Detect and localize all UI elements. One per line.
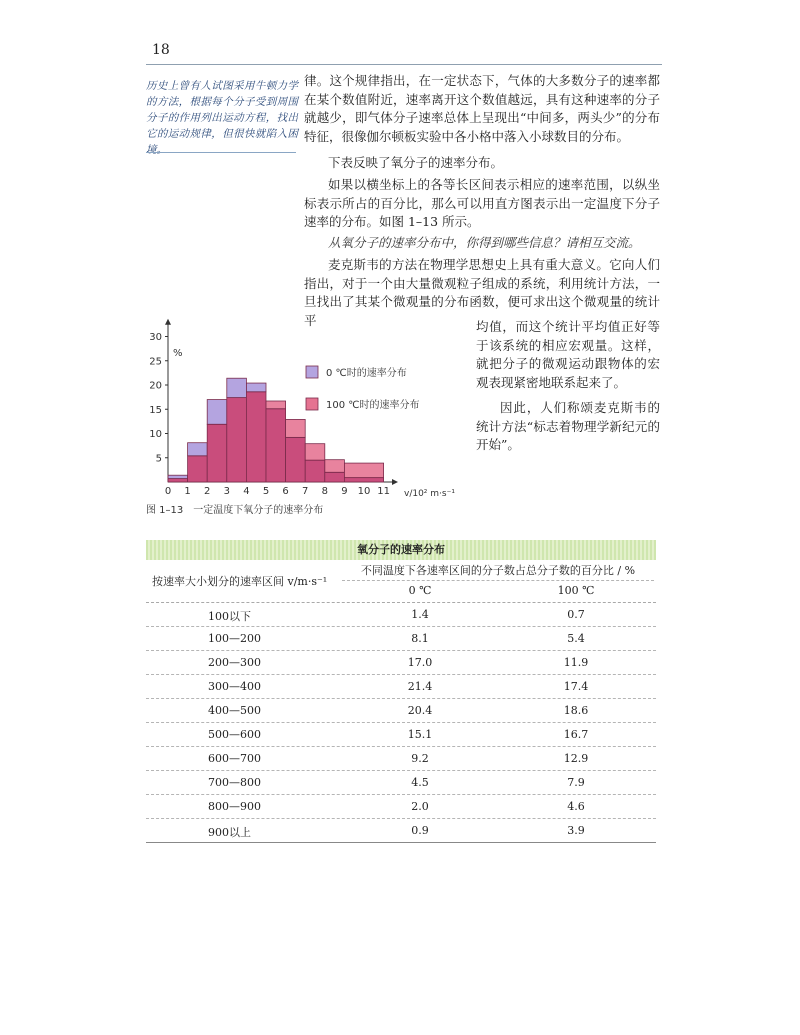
cell-range: 200—300	[208, 656, 261, 669]
x-tick-label: 5	[262, 486, 270, 497]
y-axis-label: %	[173, 348, 183, 359]
bar-0c	[168, 475, 188, 478]
bar-100c	[305, 444, 325, 460]
paragraph-1: 律。这个规律指出，在一定状态下，气体的大多数分子的速率都在某个数值附近，速率离开这个数值越远，具有这种速率的分子就越少，即气体分子速率总体上呈现出“中间多，两头少”的分布特征，很像伽尔顿板实验中各小格中落入小球数目的分布。	[304, 73, 660, 144]
x-tick-label: 0	[164, 486, 172, 497]
legend-label-100c: 100 ℃时的速率分布	[326, 400, 420, 411]
cell-0c: 17.0	[407, 656, 433, 669]
bar-overlap	[207, 424, 227, 482]
bar-0c	[207, 400, 227, 425]
cell-100c: 5.4	[567, 632, 585, 645]
cell-100c: 18.6	[563, 704, 589, 717]
bar-100c	[286, 419, 306, 437]
y-tick-label: 25	[149, 356, 162, 368]
bar-overlap	[188, 456, 208, 482]
x-tick-label: 8	[321, 486, 328, 497]
legend-label-0c: 0 ℃时的速率分布	[326, 368, 407, 379]
x-tick-label: 9	[341, 486, 348, 497]
cell-0c: 8.1	[411, 632, 429, 645]
cell-100c: 17.4	[563, 680, 589, 693]
sidenote: 历史上曾有人试图采用牛顿力学的方法，根据每个分子受到周围分子的作用列出运动方程，找出它的运动规律，但很快就陷入困境。	[146, 80, 298, 156]
cell-range: 700—800	[208, 776, 261, 789]
table-row	[146, 795, 656, 819]
x-tick-label: 11	[377, 486, 390, 497]
paragraph-6: 均值，而这个统计平均值正好等于该系统的相应宏观量。这样，就把分子的微观运动跟物体的宏观表现紧密地联系起来了。	[476, 319, 660, 390]
table-row	[146, 675, 656, 699]
cell-range: 900以上	[208, 826, 251, 839]
x-axis-arrow	[392, 479, 398, 485]
bar-100c	[266, 401, 286, 409]
table-header	[146, 560, 656, 603]
cell-100c: 7.9	[567, 776, 585, 789]
bar-0c	[227, 378, 247, 397]
x-tick-label: 3	[223, 486, 230, 497]
bar-overlap	[344, 478, 383, 482]
cell-100c: 16.7	[563, 728, 589, 741]
cell-100c: 11.9	[563, 656, 589, 669]
speed-distribution-table	[146, 540, 656, 843]
table-row	[146, 699, 656, 723]
cell-0c: 20.4	[407, 704, 433, 717]
bar-0c	[188, 443, 208, 456]
table-row	[146, 651, 656, 675]
x-axis-label: v/10² m·s⁻¹	[404, 489, 455, 499]
table-title: 氧分子的速率分布	[146, 540, 656, 560]
page-number: 18	[152, 42, 170, 58]
bar-overlap	[286, 437, 306, 482]
cell-100c: 0.7	[567, 608, 585, 621]
bar-overlap	[246, 392, 266, 482]
table-row	[146, 603, 656, 627]
x-tick-label: 6	[282, 486, 289, 497]
x-tick-label: 1	[184, 486, 191, 497]
legend-swatch-100c	[306, 398, 318, 410]
cell-0c: 15.1	[407, 728, 433, 741]
y-tick-label: 30	[149, 332, 162, 343]
cell-range: 800—900	[208, 800, 261, 813]
bar-100c	[325, 460, 345, 473]
histogram-svg	[146, 332, 466, 500]
paragraph-2: 下表反映了氧分子的速率分布。	[328, 155, 504, 170]
x-tick-label: 4	[243, 486, 250, 497]
x-tick-label: 10	[357, 486, 371, 497]
bar-100c	[344, 463, 383, 478]
sidenote-divider	[146, 152, 296, 153]
cell-range: 300—400	[208, 680, 261, 693]
figure-caption: 图 1–13 一定温度下氧分子的速率分布	[146, 505, 324, 516]
cell-0c: 21.4	[407, 680, 433, 693]
cell-100c: 12.9	[563, 752, 589, 765]
table-row	[146, 819, 656, 843]
legend-swatch-0c	[306, 366, 318, 378]
x-tick-label: 2	[204, 486, 211, 497]
y-axis-arrow	[165, 319, 171, 325]
discussion-prompt: 从氧分子的速率分布中，你得到哪些信息？请相互交流。	[328, 235, 641, 250]
table-row	[146, 723, 656, 747]
cell-range: 100以下	[208, 610, 251, 623]
table-body	[146, 603, 656, 843]
cell-0c: 2.0	[411, 800, 429, 813]
table-row	[146, 627, 656, 651]
table-row	[146, 771, 656, 795]
cell-range: 500—600	[208, 728, 261, 741]
cell-100c: 4.6	[567, 800, 585, 813]
group-header-label: 不同温度下各速率区间的分子数占总分子数的百分比 / %	[342, 562, 654, 581]
bar-overlap	[305, 460, 325, 482]
cell-0c: 1.4	[411, 608, 429, 621]
y-tick-label: 10	[149, 429, 162, 440]
cell-range: 600—700	[208, 752, 261, 765]
paragraph-7: 因此，人们称颂麦克斯韦的统计方法“标志着物理学新纪元的开始”。	[476, 400, 660, 452]
row-header-label: 按速率大小划分的速率区间 v/m·s⁻¹	[152, 575, 328, 588]
cell-range: 400—500	[208, 704, 261, 717]
y-tick-label: 15	[149, 404, 162, 416]
bar-overlap	[266, 409, 286, 482]
y-tick-label: 20	[149, 380, 162, 392]
cell-0c: 9.2	[411, 752, 429, 765]
col-header-0c: 0 ℃	[408, 584, 432, 597]
bar-overlap	[168, 479, 188, 482]
cell-0c: 0.9	[411, 824, 429, 837]
col-header-100c: 100 ℃	[557, 584, 595, 597]
cell-100c: 3.9	[567, 824, 585, 837]
cell-0c: 4.5	[411, 776, 429, 789]
bar-overlap	[325, 472, 345, 482]
bar-overlap	[227, 398, 247, 482]
header-rule	[146, 64, 662, 65]
y-tick-label: 5	[155, 453, 162, 465]
x-tick-label: 7	[302, 486, 309, 497]
bar-0c	[246, 383, 266, 392]
speed-distribution-chart	[146, 332, 466, 500]
cell-range: 100—200	[208, 632, 261, 645]
paragraph-5: 麦克斯韦的方法在物理学思想史上具有重大意义。它向人们指出，对于一个由大量微观粒子组成的系统，利用统计方法，一旦找出了其某个微观量的分布函数，便可求出这个微观量的统计平	[304, 257, 660, 328]
paragraph-3: 如果以横坐标上的各等长区间表示相应的速率范围，以纵坐标表示所占的百分比，那么可以用直方图表示出一定温度下分子速率的分布。如图 1–13 所示。	[304, 177, 660, 229]
table-row	[146, 747, 656, 771]
